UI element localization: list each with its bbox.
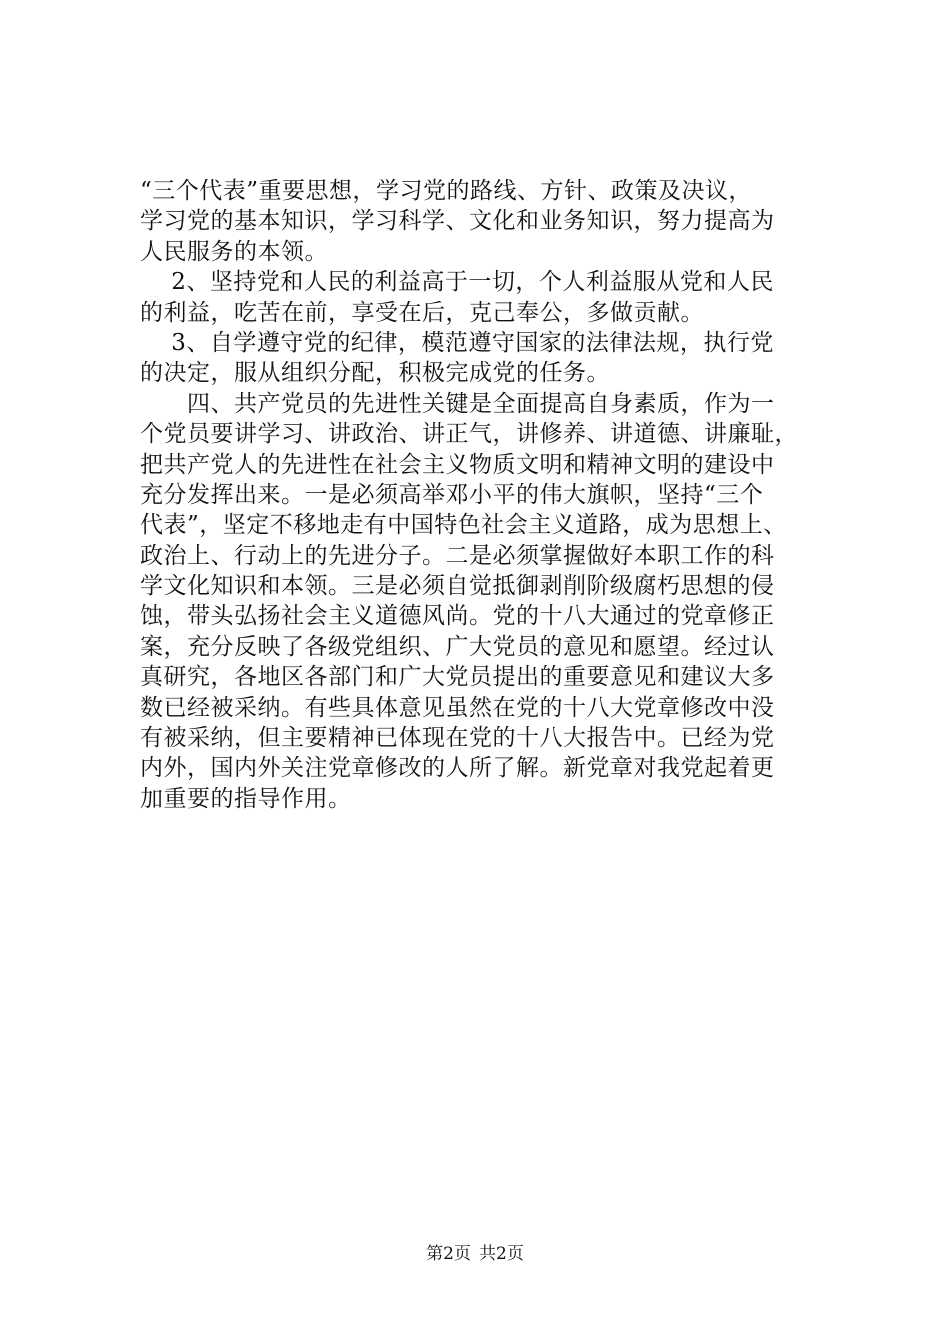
text-line: 代表”，坚定不移地走有中国特色社会主义道路，成为思想上、 bbox=[140, 512, 787, 539]
text-line: 3、自学遵守党的纪律，模范遵守国家的法律法规，执行党 bbox=[140, 329, 774, 356]
page-footer bbox=[0, 1244, 950, 1264]
text-line: 充分发挥出来。一是必须高举邓小平的伟大旗帜，坚持“三个 bbox=[140, 481, 764, 508]
text-line: 蚀，带头弘扬社会主义道德风尚。党的十八大通过的党章修正 bbox=[140, 603, 775, 630]
text-line: 学习党的基本知识，学习科学、文化和业务知识，努力提高为 bbox=[140, 208, 775, 235]
text-line: 人民服务的本领。 bbox=[140, 238, 328, 265]
text-line: 四、共产党员的先进性关键是全面提高自身素质，作为一 bbox=[140, 390, 775, 417]
text-line: 案，充分反映了各级党组织、广大党员的意见和愿望。经过认 bbox=[140, 633, 775, 660]
text-line: 的利益，吃苦在前，享受在后，克己奉公，多做贡献。 bbox=[140, 299, 704, 326]
text-line: “三个代表”重要思想，学习党的路线、方针、政策及决议， bbox=[140, 178, 753, 204]
page-total: 共2页 bbox=[479, 1244, 524, 1264]
text-line: 数已经被采纳。有些具体意见虽然在党的十八大党章修改中没 bbox=[140, 694, 775, 721]
text-line: 把共产党人的先进性在社会主义物质文明和精神文明的建设中 bbox=[140, 451, 775, 478]
text-line: 真研究，各地区各部门和广大党员提出的重要意见和建议大多 bbox=[140, 664, 775, 691]
text-line: 的决定，服从组织分配，积极完成党的任务。 bbox=[140, 360, 610, 387]
text-line: 学文化知识和本领。三是必须自觉抵御剥削阶级腐朽思想的侵 bbox=[140, 573, 775, 600]
text-line: 加重要的指导作用。 bbox=[140, 785, 352, 812]
document-body bbox=[140, 176, 830, 814]
text-line: 政治上、行动上的先进分子。二是必须掌握做好本职工作的科 bbox=[140, 542, 775, 569]
text-line: 有被采纳，但主要精神已体现在党的十八大报告中。已经为党 bbox=[140, 725, 775, 752]
page-number: 第2页 bbox=[426, 1244, 471, 1264]
text-line: 个党员要讲学习、讲政治、讲正气，讲修养、讲道德、讲廉耻， bbox=[140, 421, 798, 448]
text-line: 2、坚持党和人民的利益高于一切，个人利益服从党和人民 bbox=[140, 269, 774, 296]
text-line: 内外，国内外关注党章修改的人所了解。新党章对我党起着更 bbox=[140, 755, 775, 782]
